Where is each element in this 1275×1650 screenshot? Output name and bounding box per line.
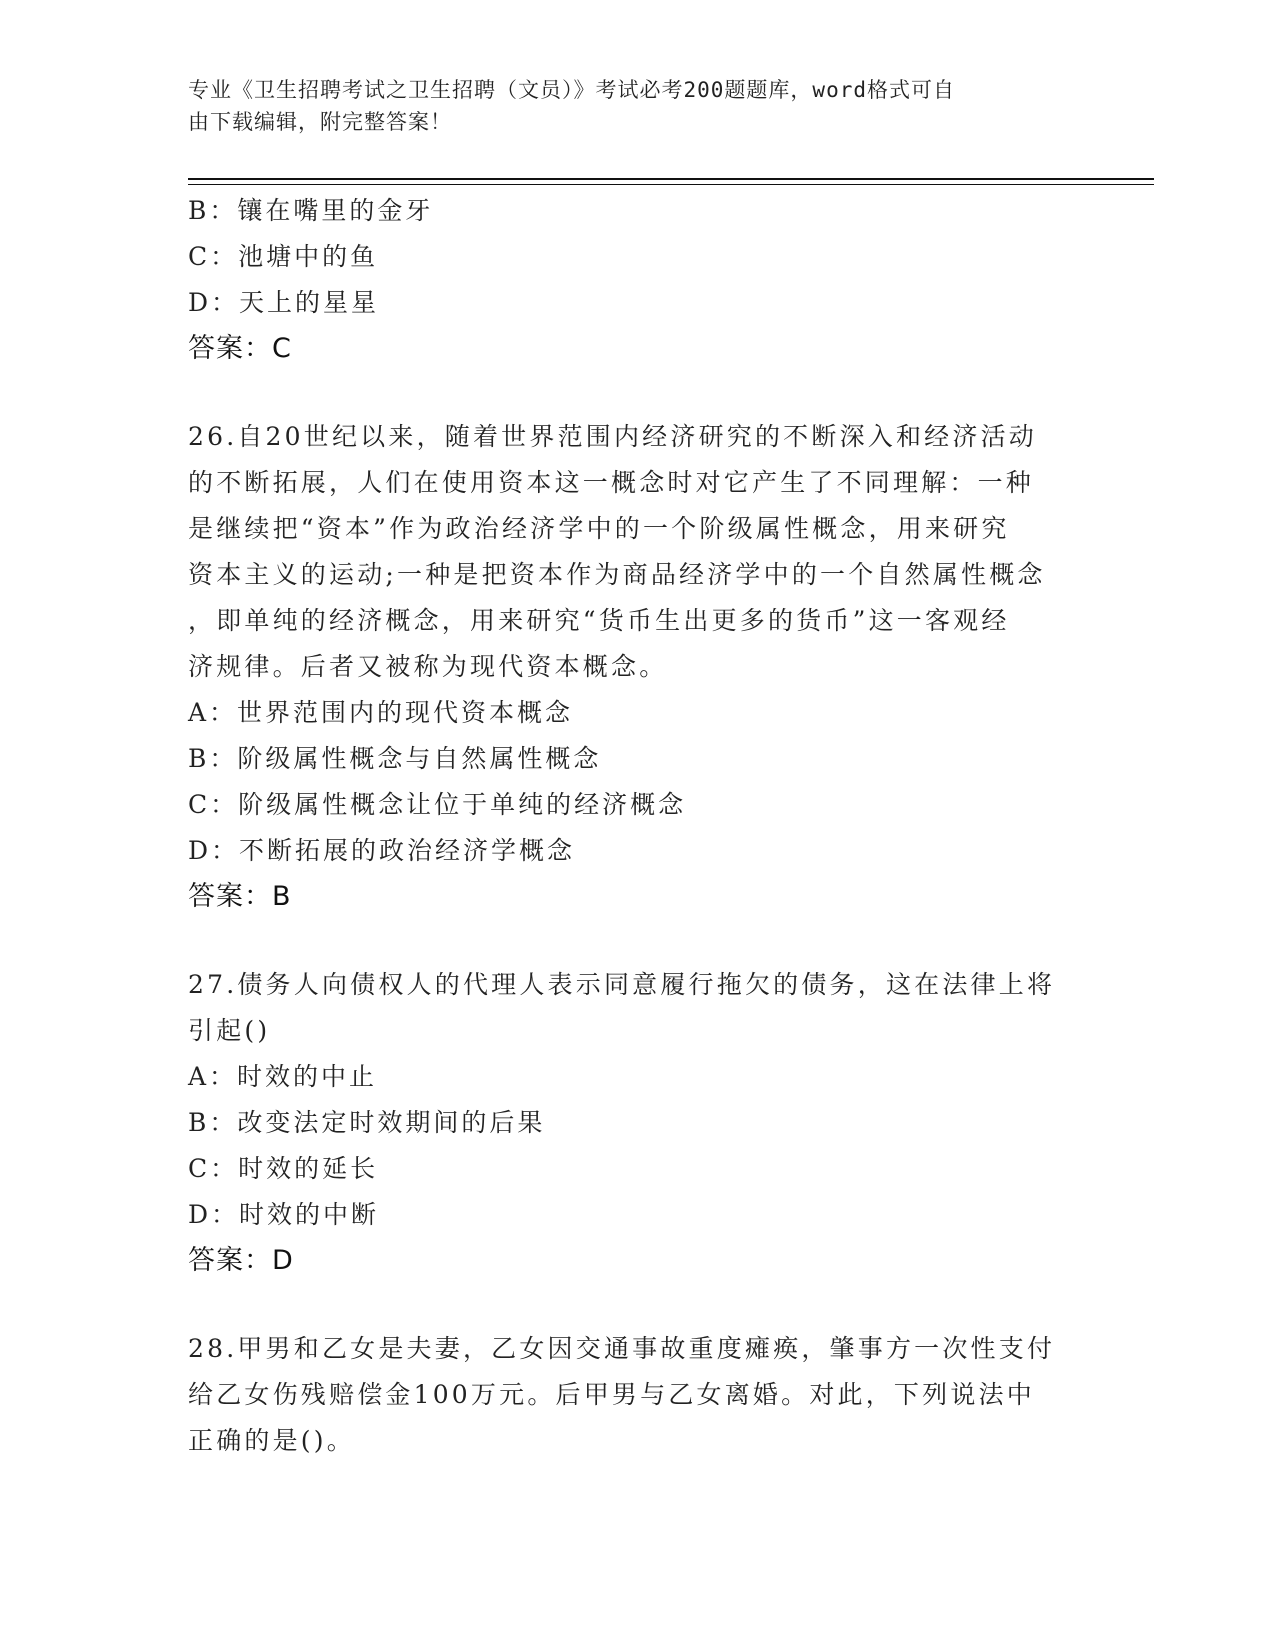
stem-line: 济规律。后者又被称为现代资本概念。 [188, 652, 668, 681]
document-body [188, 188, 1088, 1464]
spacer [188, 920, 1088, 962]
option-d: D：不断拓展的政治经济学概念 [188, 836, 576, 865]
option-c: C：池塘中的鱼 [188, 242, 379, 271]
document-header [188, 74, 1068, 138]
stem-line: 28.甲男和乙女是夫妻，乙女因交通事故重度瘫痪，肇事方一次性支付 [188, 1334, 1056, 1363]
header-line-1: 专业《卫生招聘考试之卫生招聘（文员）》考试必考200题题库，word格式可自 [188, 78, 955, 102]
question-28 [188, 1326, 1088, 1464]
question-stem [188, 414, 1088, 690]
stem-line: 27.债务人向债权人的代理人表示同意履行拖欠的债务，这在法律上将 [188, 970, 1056, 999]
option-b: B：改变法定时效期间的后果 [188, 1108, 546, 1137]
option-b: B：阶级属性概念与自然属性概念 [188, 744, 602, 773]
option-c: C：时效的延长 [188, 1154, 379, 1183]
stem-line: ，即单纯的经济概念，用来研究“货币生出更多的货币”这一客观经 [188, 606, 1010, 635]
header-divider-thin [188, 184, 1154, 185]
spacer [188, 1284, 1088, 1326]
option-d: D：时效的中断 [188, 1200, 380, 1229]
stem-line: 26.自20世纪以来，随着世界范围内经济研究的不断深入和经济活动 [188, 422, 1037, 451]
question-26 [188, 414, 1088, 920]
stem-line: 正确的是()。 [188, 1426, 355, 1455]
option-b: B：镶在嘴里的金牙 [188, 196, 434, 225]
option-c: C：阶级属性概念让位于单纯的经济概念 [188, 790, 687, 819]
question-stem [188, 1326, 1088, 1464]
question-stem [188, 962, 1088, 1054]
answer-line: 答案：B [188, 881, 292, 912]
stem-line: 引起() [188, 1016, 271, 1045]
answer-line: 答案：D [188, 1245, 294, 1276]
question-25 [188, 188, 1088, 372]
header-line-2: 由下载编辑，附完整答案！ [188, 110, 452, 134]
option-a: A：世界范围内的现代资本概念 [188, 698, 574, 727]
stem-line: 的不断拓展，人们在使用资本这一概念时对它产生了不同理解：一种 [188, 468, 1035, 497]
answer-line: 答案：C [188, 333, 292, 364]
option-d: D：天上的星星 [188, 288, 380, 317]
header-divider-thick [188, 178, 1154, 180]
stem-line: 资本主义的运动;一种是把资本作为商品经济学中的一个自然属性概念 [188, 560, 1046, 589]
option-a: A：时效的中止 [188, 1062, 378, 1091]
spacer [188, 372, 1088, 414]
question-27 [188, 962, 1088, 1284]
stem-line: 给乙女伤残赔偿金100万元。后甲男与乙女离婚。对此，下列说法中 [188, 1380, 1035, 1409]
stem-line: 是继续把“资本”作为政治经济学中的一个阶级属性概念，用来研究 [188, 514, 1010, 543]
